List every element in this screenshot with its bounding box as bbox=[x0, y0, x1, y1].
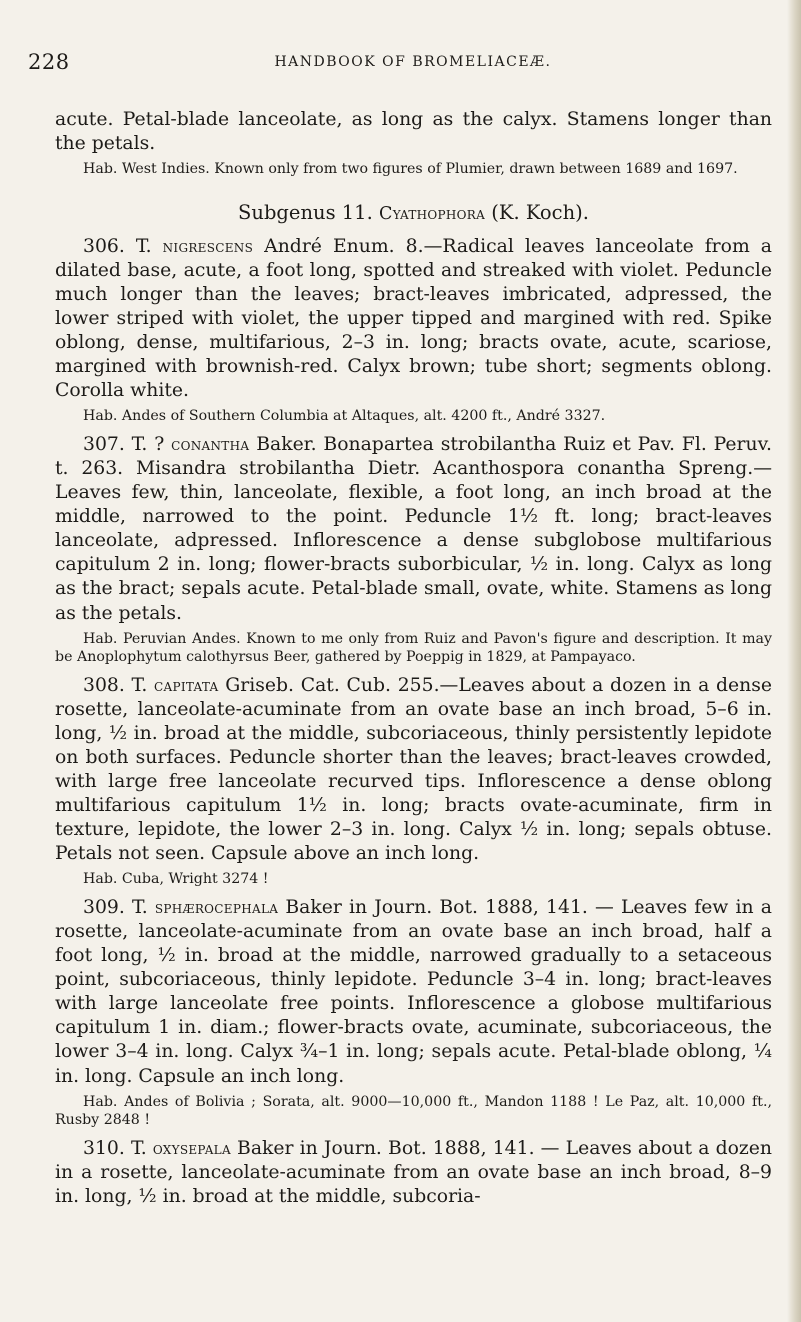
species-number: 307. T. ? bbox=[83, 433, 172, 455]
species-habitat: Hab. Andes of Bolivia ; Sorata, alt. 9000—10,000 ft., Mandon 1188 ! Le Paz, alt. 10,000 ft., Rusby 2848 ! bbox=[55, 1093, 772, 1129]
species-entry-307 bbox=[55, 432, 772, 667]
subgenus-author: (K. Koch). bbox=[485, 200, 589, 224]
species-entry-308 bbox=[55, 673, 772, 889]
species-epithet: nigrescens bbox=[162, 235, 254, 256]
species-epithet: conantha bbox=[171, 433, 250, 454]
subgenus-heading bbox=[55, 201, 772, 224]
continuation-habitat: Hab. West Indies. Known only from two figures of Plumier, drawn between 1689 and 1697. bbox=[83, 161, 738, 178]
species-text: Griseb. Cat. Cub. 255.—Leaves about a dozen in a dense rosette, lanceolate-acuminate from an ovate base an inch broad, 5–6 in. long, ½ in. broad at the middle, subcoriaceous, thinly persistently lepidote on both surfaces. Peduncle shorter than the leaves; bract-leaves crowded, with large free lanceolate recurved tips. Inflorescence a dense oblong multifarious capitulum 1½ in. long; bracts ovate-acuminate, firm in texture, lepidote, the lower 2–3 in. long. Calyx ½ in. long; sepals obtuse. Petals not seen. Capsule above an inch long. bbox=[55, 674, 773, 865]
page-body bbox=[55, 108, 772, 1209]
species-description bbox=[55, 673, 772, 867]
page-edge bbox=[787, 0, 801, 1322]
species-description bbox=[55, 234, 772, 404]
species-text: Baker in Journ. Bot. 1888, 141. — Leaves about a dozen in a rosette, lanceolate-acuminate from an ovate base an inch broad, 8–9 in. long, ½ in. broad at the middle, subcoria- bbox=[55, 1137, 772, 1207]
running-title: HANDBOOK OF BROMELIACEÆ. bbox=[274, 54, 552, 70]
continuation-paragraph: acute. Petal-blade lanceolate, as long as the calyx. Stamens longer than the petals. bbox=[55, 109, 772, 155]
species-number: 310. T. bbox=[83, 1137, 153, 1159]
species-epithet: oxysepala bbox=[152, 1137, 231, 1158]
subgenus-label: Subgenus 11. bbox=[238, 200, 379, 224]
species-entry-309 bbox=[55, 895, 772, 1130]
page-header bbox=[28, 50, 768, 80]
species-description bbox=[55, 432, 772, 626]
species-habitat: Hab. Cuba, Wright 3274 ! bbox=[83, 871, 269, 888]
page-number: 228 bbox=[28, 50, 70, 74]
species-text: André Enum. 8.—Radical leaves lanceolate from a dilated base, acute, a foot long, spotted and streaked with violet. Peduncle much longer than the leaves; bract-leaves imbricated, adpressed, the lower striped with violet, the upper tipped and margined with red. Spike oblong, dense, multifarious, 2–3 in. long; bracts ovate, acute, scariose, margined with brownish-red. Calyx brown; tube short; segments oblong. Corolla white. bbox=[55, 235, 772, 402]
species-description bbox=[55, 1136, 772, 1209]
species-habitat: Hab. Andes of Southern Columbia at Altaques, alt. 4200 ft., André 3327. bbox=[83, 408, 606, 425]
subgenus-name: Cyathophora bbox=[379, 203, 486, 224]
species-epithet: capitata bbox=[154, 674, 219, 695]
species-number: 306. T. bbox=[83, 235, 163, 257]
species-description bbox=[55, 895, 772, 1089]
species-number: 308. T. bbox=[83, 674, 155, 696]
species-epithet: sphærocephala bbox=[154, 896, 279, 917]
species-number: 309. T. bbox=[83, 896, 155, 918]
species-entry-306 bbox=[55, 234, 772, 426]
species-text: Baker in Journ. Bot. 1888, 141. — Leaves few in a rosette, lanceolate-acuminate from an ovate base an inch broad, half a foot long, ½ in. broad at the middle, narrowed gradually to a setaceous point, subcoriaceous, thinly lepidote. Peduncle 3–4 in. long; bract-leaves with large lanceolate free points. Inflorescence a globose multifarious capitulum 1 in. diam.; flower-bracts ovate, acuminate, subcoriaceous, the lower 3–4 in. long. Calyx ¾–1 in. long; sepals acute. Petal-blade oblong, ¼ in. long. Capsule an inch long. bbox=[55, 896, 772, 1087]
species-text: Baker. Bonapartea strobilantha Ruiz et Pav. Fl. Peruv. t. 263. Misandra strobilantha Dietr. Acanthospora conantha Spreng.—Leaves few, thin, lanceolate, flexible, a foot long, an inch broad at the middle, narrowed to the point. Peduncle 1½ ft. long; bract-leaves lanceolate, adpressed. Inflorescence a dense subglobose multifarious capitulum 2 in. long; flower-bracts suborbicular, ½ in. long. Calyx as long as the bract; sepals acute. Petal-blade small, ovate, white. Stamens as long as the petals. bbox=[55, 433, 772, 624]
species-entry-310 bbox=[55, 1136, 772, 1209]
species-habitat: Hab. Peruvian Andes. Known to me only from Ruiz and Pavon's figure and description. It may be Anoplophytum calothyrsus Beer, gathered by Poeppig in 1829, at Pampayaco. bbox=[55, 630, 772, 666]
